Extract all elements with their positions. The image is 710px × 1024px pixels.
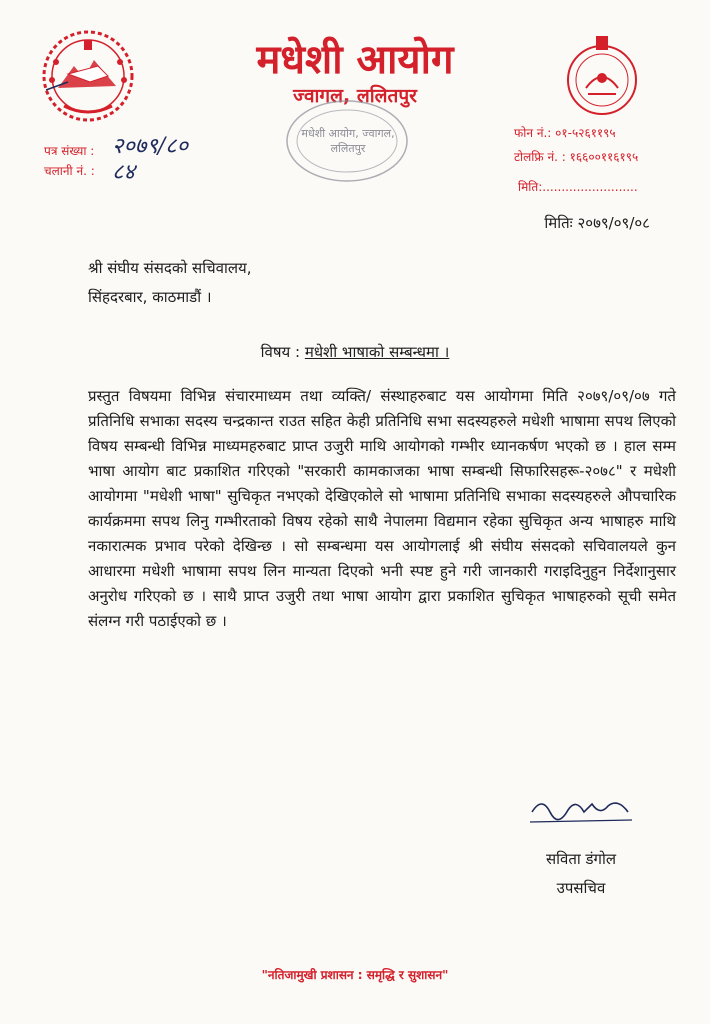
dispatch-number-row — [44, 160, 95, 179]
letter-date: मितिः २०७९/०९/०८ — [544, 214, 650, 232]
signer-block — [526, 845, 636, 903]
recipient-line: सिंहदरबार, काठमाडौं । — [88, 288, 212, 306]
footer-motto: "नतिजामुखी प्रशासन : समृद्धि र सुशासन" — [261, 968, 449, 982]
body-line: आयोगमा "मधेशी भाषा" सुचिकृत नभएको देखिएकोले सो भाषामा प्रतिनिधि सभाका — [88, 487, 546, 505]
letter-number-row — [44, 140, 94, 159]
body-line: विद्यमान रहेका सुचिकृत अन्य भाषाहरु माथि नकारात्मक प्रभाव परेको देखिन्छ । सो — [88, 512, 676, 555]
commission-logo-icon — [556, 30, 648, 126]
signer-name: सविता डंगोल — [545, 850, 617, 868]
letter-number-value: २०७९/८० — [112, 134, 189, 159]
nepal-emblem-icon — [38, 26, 138, 130]
body-line: सपथ लिन मान्यता दिएको भनी स्पष्ट हुने गरी जानकारी गराइदिनुहुन निर्देशानुसार — [228, 562, 676, 580]
body-line: सभा सदस्यहरुले मधेशी भाषामा सपथ लिएको विषय सम्बन्धी विभिन्न माध्यमहरुबाट — [88, 412, 676, 455]
dispatch-number-value: ८४ — [112, 160, 135, 185]
org-name: मधेशी आयोग — [256, 37, 454, 83]
subject-text: मधेशी भाषाको सम्बन्धमा । — [304, 343, 450, 361]
body-line: प्रकाशित गरिएको "सरकारी कामकाजका भाषा सम्बन्धी सिफारिसहरू-२०७८" र मधेशी — [193, 462, 676, 480]
subject-label: विषय : — [260, 343, 301, 361]
org-location: ज्वागल, ललितपुर — [293, 85, 417, 107]
recipient-line: श्री संघीय संसदको सचिवालय, — [88, 259, 252, 277]
handwritten-signature — [528, 790, 638, 834]
letter-body — [88, 384, 676, 634]
contact-block — [514, 124, 638, 172]
header-date-field: मिति:......................... — [518, 180, 638, 194]
subject-line — [0, 342, 710, 362]
body-line: सदस्यहरुले औपचारिक कार्यक्रममा सपथ लिनु गम्भीरताको विषय रहेको साथै नेपालमा — [88, 487, 676, 530]
body-line: २०७९/०९/०७ गते प्रतिनिधि सभाका सदस्य चन्द्रकान्त राउत सहित केही प्रतिनिधि — [88, 387, 676, 430]
body-line: अनुरोध गरिएको छ । साथै प्राप्त उजुरी तथा भाषा आयोग द्वारा प्रकाशित सुचिकृत — [88, 587, 545, 605]
stamp-text: मधेशी आयोग, ज्वागल, ललितपुर — [301, 127, 395, 155]
body-line: प्रस्तुत विषयमा विभिन्न संचारमाध्यम तथा व्यक्ति/ संस्थाहरुबाट यस आयोगमा मिति — [88, 387, 568, 405]
recipient-block — [88, 254, 251, 312]
signer-title: उपसचिव — [556, 879, 606, 897]
phone-number: फोन नं.: ०१-५२६११९५ — [514, 126, 616, 140]
body-line: प्राप्त उजुरी माथि आयोगको गम्भीर ध्यानकर्षण भएको छ । हाल सम्म भाषा आयोग बाट — [88, 437, 676, 480]
letter-number-label: पत्र संख्या : — [44, 144, 95, 158]
dispatch-number-label: चलानी नं. : — [44, 164, 95, 178]
body-line: सम्बन्धमा यस आयोगलाई श्री संघीय संसदको सचिवालयले कुन आधारमा मधेशी भाषामा — [88, 537, 677, 580]
tollfree-number: टोलफ्रि नं. : १६६००११६१९५ — [514, 150, 639, 164]
office-stamp — [282, 96, 412, 190]
body-line: भाषाहरुको सूची समेत संलग्न गरी पठाईएको छ । — [88, 587, 676, 630]
